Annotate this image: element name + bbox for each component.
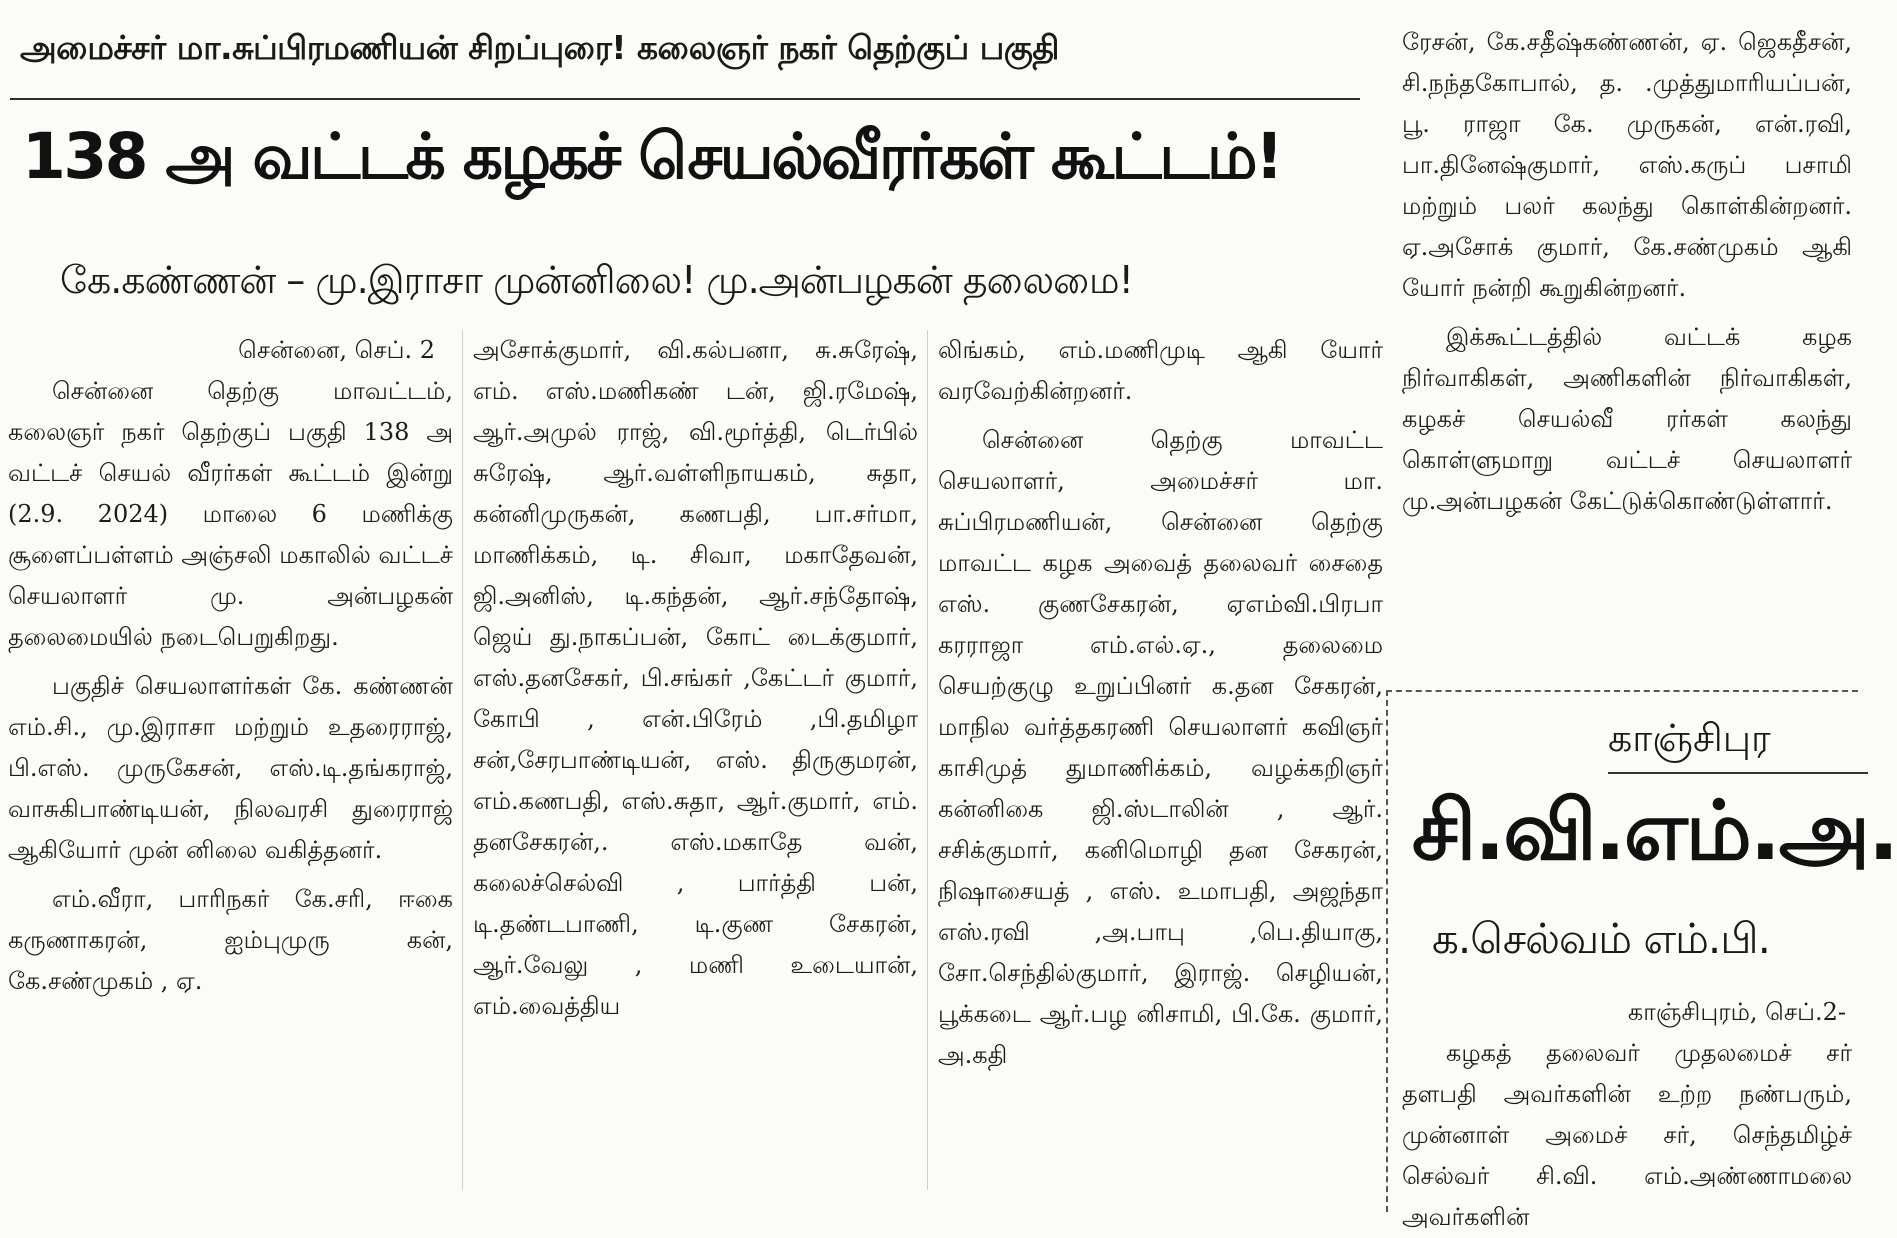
column-divider — [927, 330, 928, 1190]
article-paragraph: எம்.வீரா, பாரிநகர் கே.சரி, ஈகை கருணாகரன், ஐம்புமுரு கன், கே.சண்முகம் , ஏ. — [8, 885, 453, 995]
sidebar-paragraph: ரேசன், கே.சதீஷ்கண்ணன், ஏ. ஜெகதீசன், சி.நந்தகோபால், த. .முத்துமாரியப்பன், பூ. ராஜா கே. முருகன், என்.ரவி, பா.தினேஷ்குமார், எஸ்.கருப் பசாமி மற்றும் பலர் கலந்து கொள்கின்றனர். ஏ.அசோக் குமார், கே.சண்முகம் ஆகி யோர் நன்றி கூறுகின்றனர். — [1402, 28, 1852, 302]
article-column-1 — [8, 330, 453, 1190]
article-paragraph: சென்னை தெற்கு மாவட்டம், கலைஞர் நகர் தெற்குப் பகுதி 138 அ வட்டச் செயல் வீரர்கள் கூட்டம் இன்று (2.9. 2024) மாலை 6 மணிக்கு சூளைப்பள்ளம் அஞ்சலி மகாலில் வட்டச் செயலாளர் மு. அன்பழகன் தலைமையில் நடைபெறுகிறது. — [8, 377, 453, 651]
article-column-3 — [938, 330, 1383, 1190]
article-subhead: கே.கண்ணன் – மு.இராசா முன்னிலை! மு.அன்பழகன் தலைமை! — [60, 258, 1133, 302]
box-dateline: காஞ்சிபுரம், செப்.2- — [1627, 998, 1846, 1026]
article-paragraph: பகுதிச் செயலாளர்கள் கே. கண்ணன் எம்.சி., மு.இராசா மற்றும் உதரைராஜ், பி.எஸ். முருகேசன், எஸ்.டி.தங்கராஜ், வாசுகிபாண்டியன், நிலவரசி துரைராஜ் ஆகியோர் முன் னிலை வகித்தனர். — [8, 672, 453, 864]
sidebar-column — [1380, 0, 1897, 1231]
sidebar-news-box — [1386, 690, 1897, 1231]
box-body — [1402, 992, 1852, 1238]
article-dateline: சென்னை, செப். 2 — [238, 336, 435, 364]
article-column-2 — [473, 330, 918, 1190]
box-rule — [1608, 772, 1868, 774]
column-divider — [462, 330, 463, 1190]
article-paragraph: லிங்கம், எம்.மணிமுடி ஆகி யோர் வரவேற்கின்றனர். — [938, 336, 1383, 405]
sidebar-paragraph: இக்கூட்டத்தில் வட்டக் கழக நிர்வாகிகள், அணிகளின் நிர்வாகிகள், கழகச் செயல்வீ ரர்கள் கலந்து கொள்ளுமாறு வட்டச் செயலாளர் மு.அன்பழகன் கேட்டுக்கொண்டுள்ளார். — [1402, 323, 1852, 515]
article-paragraph: சென்னை தெற்கு மாவட்ட செயலாளர், அமைச்சர் மா. சுப்பிரமணியன், சென்னை தெற்கு மாவட்ட கழக அவைத் தலைவர் சைதை எஸ். குணசேகரன், ஏஎம்வி.பிரபா கரராஜா எம்.எல்.ஏ., தலைமை செயற்குழு உறுப்பினர் க.தன சேகரன், மாநில வர்த்தகரணி செயலாளர் கவிஞர் காசிமுத் துமாணிக்கம், வழக்கறிஞர் கன்னிகை ஜி.ஸ்டாலின் , ஆர். சசிக்குமார், கனிமொழி தன சேகரன், நிஷாசையத் , எஸ். உமாபதி, அஜந்தா எஸ்.ரவி ,அ.பாபு ,பெ.தியாகு, சோ.செந்தில்குமார், இராஜ். செழியன், பூக்கடை ஆர்.பழ னிசாமி, பி.கே. குமார், அ.கதி — [938, 426, 1383, 1069]
box-subhead: க.செல்வம் எம்.பி. — [1432, 914, 1770, 963]
article-headline: 138 அ வட்டக் கழகச் செயல்வீரர்கள் கூட்டம்! — [22, 120, 1282, 193]
sidebar-article-text — [1402, 22, 1852, 522]
article-paragraph: அசோக்குமார், வி.கல்பனா, சு.சுரேஷ், எம். எஸ்.மணிகண் டன், ஜி.ரமேஷ், ஆர்.அமுல் ராஜ், வி.மூர்த்தி, டெர்பில் சுரேஷ், ஆர்.வள்ளிநாயகம், சுதா, கன்னிமுருகன், கணபதி, பா.சர்மா, மாணிக்கம், டி. சிவா, மகாதேவன், ஜி.அனிஸ், டி.கந்தன், ஆர்.சந்தோஷ், ஜெய் து.நாகப்பன், கோட் டைக்குமார், எஸ்.தனசேகர், பி.சங்கர் ,கேட்டர் குமார், கோபி , என்.பிரேம் ,பி.தமிழா சன்,சேரபாண்டியன், எஸ். திருகுமரன், எம்.கணபதி, எஸ்.சுதா, ஆர்.குமார், எம். தனசேகரன்,. எஸ்.மகாதே வன், கலைச்செல்வி , பார்த்தி பன், டி.தண்டபாணி, டி.குண சேகரன், ஆர்.வேலு , மணி உடையான், எம்.வைத்திய — [473, 336, 918, 1020]
box-kicker: காஞ்சிபுர — [1608, 716, 1771, 760]
article-kicker: அமைச்சர் மா.சுப்பிரமணியன் சிறப்புரை! கலைஞர் நகர் தெற்குப் பகுதி — [20, 28, 1059, 67]
box-headline: சி.வி.எம்.அ. — [1412, 784, 1897, 879]
kicker-rule — [10, 98, 1360, 100]
box-paragraph: கழகத் தலைவர் முதலமைச் சர் தளபதி அவர்களின் உற்ற நண்பரும், முன்னாள் அமைச் சர், செந்தமிழ்ச் செல்வர் சி.வி. எம்.அண்ணாமலை அவர்களின் — [1402, 1039, 1852, 1231]
